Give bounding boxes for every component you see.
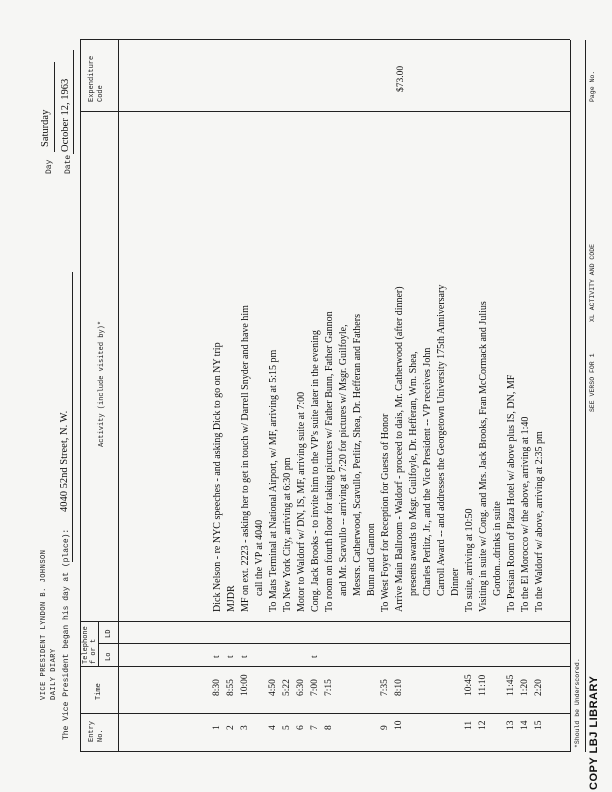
activity-text: To West Foyer for Reception for Guests of Honor (380, 413, 391, 612)
activity-text: Gordon...drinks in suite (492, 501, 503, 596)
expenditure-value: $73.00 (396, 65, 406, 92)
tel-sub-border (98, 622, 99, 667)
footer-see-verso: SEE VERSO FOR 1 (589, 353, 596, 412)
entry-number: 11 (464, 720, 474, 730)
entry-time: 4:50 (268, 679, 278, 696)
entry-time: 10:45 (464, 674, 474, 696)
activity-text: To Persian Room of Plaza Hotel w/ above plus IS, DN, MF (506, 374, 517, 612)
entry-time: 8:30 (212, 679, 222, 696)
table-header-border (118, 40, 119, 752)
entry-number: 7 (310, 725, 320, 730)
col-header-telephone: Telephone f or t (82, 626, 98, 664)
activity-text: Dick Nelson - re NYC speeches - and asking Dick to go on NY trip (212, 342, 223, 612)
date-label: Date (64, 154, 73, 174)
place-underline (72, 272, 73, 562)
activity-text: Messrs. Catherwood, Scavullo, Perlitz, Shea, Dr. Hefferan and Fathers (352, 314, 363, 596)
telephone-mark: t (212, 655, 222, 658)
activity-text: Carroll Award -- and addresses the Georgetown University 175th Anniversary (436, 284, 447, 596)
entry-number: 12 (478, 720, 488, 730)
entry-number: 14 (520, 720, 530, 730)
activity-text: Cong. Jack Brooks - to invite him to the VP's suite later in the evening (310, 330, 321, 612)
telephone-mark: t (240, 655, 250, 658)
entry-time: 7:35 (380, 679, 390, 696)
header-title-2: DAILY DIARY (50, 648, 58, 700)
activity-text: Dinner (450, 568, 461, 596)
date-underline (73, 50, 74, 154)
col-sep-time (80, 666, 570, 667)
entry-time: 1:20 (520, 679, 530, 696)
col-header-entry: Entry No. (88, 720, 105, 742)
entry-time: 7:00 (310, 679, 320, 696)
activity-text: Bunn and Gannon (366, 523, 377, 596)
activity-text: Visiting in suite w/ Cong. and Mrs. Jack Brooks, Fran McCormack and Julius (478, 301, 489, 612)
telephone-mark: t (226, 655, 236, 658)
col-header-ld: LD (105, 629, 113, 638)
entry-number: 9 (380, 725, 390, 730)
footer-border (585, 40, 586, 752)
col-header-expenditure: Expenditure Code (88, 55, 105, 102)
col-header-lo: Lo (105, 652, 113, 661)
entry-time: 11:10 (478, 674, 488, 696)
activity-text: To Mats Terminal at National Airport, w/ MF, arriving at 5:15 pm (268, 349, 279, 612)
entry-number: 6 (296, 725, 306, 730)
entry-number: 3 (240, 725, 250, 730)
header-title-1: VICE PRESIDENT LYNDON B. JOHNSON (40, 549, 48, 700)
date-value: October 12, 1963 (60, 78, 71, 152)
entry-time: 5:22 (282, 679, 292, 696)
footer-note: *Should be Underscored. (574, 658, 581, 748)
table-top-border (80, 40, 81, 752)
col-sep-lo (98, 643, 570, 644)
entry-number: 4 (268, 725, 278, 730)
entry-time: 6:30 (296, 679, 306, 696)
table-left-border (80, 751, 570, 752)
entry-time: 7:15 (324, 679, 334, 696)
entry-number: 15 (534, 720, 544, 730)
entry-number: 5 (282, 725, 292, 730)
entry-time: 11:45 (506, 674, 516, 696)
footer-page-no: Page No. (589, 70, 596, 102)
telephone-mark: t (310, 655, 320, 658)
entry-time: 8:10 (394, 679, 404, 696)
place-value: 4040 52nd Street, N. W. (59, 410, 70, 512)
col-sep-telephone (80, 621, 570, 622)
entry-number: 8 (324, 725, 334, 730)
began-label: The Vice President began his day at (place): (62, 528, 71, 740)
library-stamp: COPY LBJ LIBRARY (588, 675, 600, 790)
activity-text: call the VP at 4040 (254, 519, 265, 596)
col-sep-expenditure (80, 111, 570, 112)
table-bottom-border (570, 40, 571, 752)
entry-number: 2 (226, 725, 236, 730)
activity-text: presents awards to Msgr. Guilfoyle, Dr. Hefferan, Wm. Shea, (408, 351, 419, 596)
day-underline (54, 62, 55, 152)
day-value: Saturday (40, 109, 51, 147)
activity-text: To the El Morocco w/ the above, arriving at 1:40 (520, 416, 531, 612)
entry-time: 8:55 (226, 679, 236, 696)
entry-time: 10:00 (240, 674, 250, 696)
entry-time: 2:20 (534, 679, 544, 696)
col-sep-entry (80, 713, 570, 714)
activity-text: To the Waldorf w/ above, arriving at 2:35 pm (534, 431, 545, 612)
entry-number: 1 (212, 725, 222, 730)
activity-text: MJDR (226, 585, 237, 612)
activity-text: MF on ext. 2223 - asking her to get in touch w/ Darrell Snyder and have him (240, 305, 251, 612)
activity-text: and Mr. Scavullo -- arriving at 7:20 for pictures w/ Msgr. Guilfoyle, (338, 324, 349, 596)
entry-number: 10 (394, 720, 404, 730)
footer-code: XL ACTIVITY AND CODE (589, 243, 596, 322)
col-header-time: Time (95, 683, 103, 700)
activity-text: To room on fourth floor for taking pictures w/ Father Bunn, Father Gannon (324, 311, 335, 612)
activity-text: To New York City, arriving at 6:30 pm (282, 457, 293, 612)
activity-text: Charles Perlitz, Jr., and the Vice President -- VP receives John (422, 347, 433, 596)
day-label: Day (45, 159, 54, 174)
activity-text: To suite, arriving at 10:50 (464, 508, 475, 612)
col-header-activity: Activity (include visited by)* (98, 320, 106, 447)
table-right-border (80, 39, 570, 40)
entry-number: 13 (506, 720, 516, 730)
activity-text: Arrive Main Ballroom - Waldorf - proceed to dais, Mr. Catherwood (after dinner) (394, 286, 405, 612)
activity-text: Motor to Waldorf w/ DN, IS, MF, arriving suite at 7:00 (296, 391, 307, 612)
